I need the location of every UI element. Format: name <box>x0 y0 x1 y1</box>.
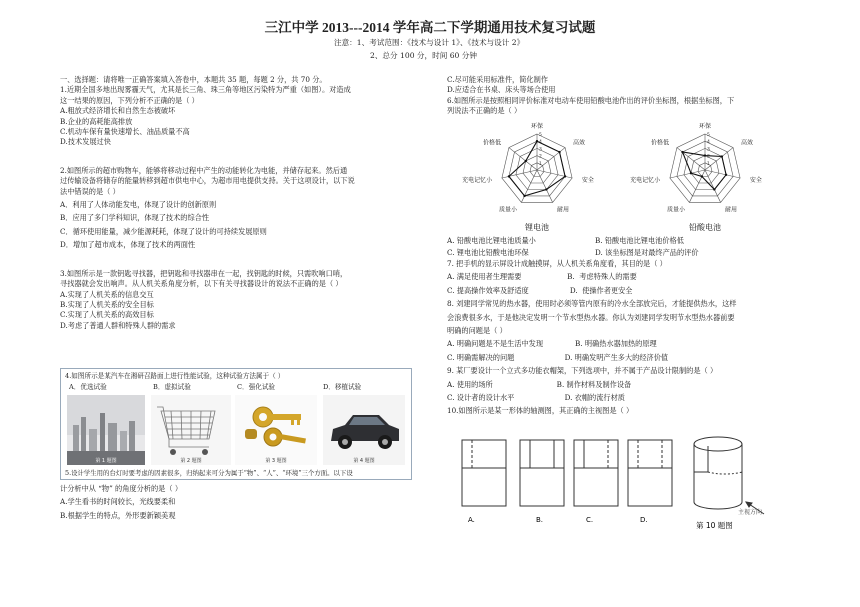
question-7-options: A. 满足使用者生理需要 B. 考虑特殊人的需要 <box>447 272 637 282</box>
shopping-cart-photo <box>151 395 231 465</box>
question-9-options: A. 使用的场所 B. 制作材料及制作设备 <box>447 379 632 389</box>
question-4-option-b: B．虚拟试验 <box>153 383 191 391</box>
question-6-text: 6.如图所示是按照相同评价标准对电动车使用铅酸电池作出的评价坐标图，根据坐标图，下 <box>447 95 735 105</box>
radar-tick-label: 5 <box>707 133 710 138</box>
label-d: D. <box>640 516 648 524</box>
question-3-option: D.考虑了普通人群和特殊人群的需求 <box>60 320 176 330</box>
spacer <box>60 251 355 269</box>
radar-chart-label: 铅酸电池 <box>689 223 721 232</box>
question-3-option: A.实现了人机关系的信息交互 <box>60 289 154 299</box>
radar-axis-label: 高效 <box>572 139 585 147</box>
question-2-text: 2.如图所示的超市购物车，能够将移动过程中产生的动能转化为电能，并储存起来。然后通 <box>60 165 348 175</box>
label-b: B. <box>536 516 544 524</box>
view-c <box>574 440 618 506</box>
question-8-text: 会浪费很多水，于是他决定发明一个节水型热水器。你认为刘建同学发明节水型热水器前要 <box>447 312 735 322</box>
radar-tick-label: 4 <box>539 140 542 146</box>
question-3-text: 寻找器就会发出响声。从人机关系角度分析，以下有关寻找器设计的说法不正确的是（ ） <box>60 279 343 289</box>
view-a <box>462 440 506 506</box>
question-4-option-c: C．强化试验 <box>237 383 276 391</box>
right-column-top <box>447 75 734 117</box>
isometric-cylinder <box>694 437 742 509</box>
question-2-option: A．利用了人体动能发电，体现了设计的创新原则 <box>60 200 217 210</box>
radar-axis-label: 环保 <box>698 123 712 130</box>
question-6-option-d: D. 该坐标图是对最终产品的评价 <box>595 248 699 257</box>
question-2-text: 过传输设备将储存的能量转移到超市供电中心，为超市用电提供支持。关于这项设计，以下说 <box>60 176 355 186</box>
page-title: 三江中学 2013---2014 学年高二下学期通用技术复习试题 <box>264 20 596 35</box>
view-b <box>520 440 564 506</box>
section-heading: 一、选择题：请将唯一正确答案填入答卷中，本题共 35 题，每题 2 分，共 70 分。 <box>60 75 327 84</box>
radar-point <box>690 172 692 174</box>
radar-point <box>564 175 566 177</box>
radar-charts <box>455 122 815 234</box>
radar-point <box>508 175 510 177</box>
question-1-text: 这一结果的原因，下列分析不正确的是（ ） <box>60 95 199 105</box>
radar-axis <box>705 170 721 202</box>
question-7-text: 7. 把手机的显示屏设计成触摸屏，从人机关系角度看，其目的是（ ） <box>447 259 667 268</box>
radar-point <box>545 188 547 190</box>
radar-point <box>536 140 538 142</box>
question-10-text: 10.如图所示是某一形体的轴测图，其正确的主视图是（ ） <box>447 406 634 416</box>
view-d <box>628 440 672 506</box>
radar-tick-label: 2 <box>539 154 542 160</box>
question-3-option: B.实现了人机关系的安全目标 <box>60 299 154 309</box>
radar-axis-label: 耐用 <box>556 206 569 214</box>
question-5-text: 5.设计学生用的台灯时要考虑的因素很多，归纳起来可分为属于“物”、“人”、“环境”三个方面。以下设 <box>65 469 353 477</box>
radar-tick-label: 4 <box>707 140 710 146</box>
key-finder-photo <box>235 395 317 465</box>
question-6-options <box>447 236 807 260</box>
question-1-option: A.粗放式经济增长和自然生态被破坏 <box>60 106 176 116</box>
radar-tick-label: 3 <box>707 147 710 153</box>
figure-10-label: 第 10 题图 <box>696 521 733 530</box>
question-1-option: C.机动车保有量快速增长、油品质量不高 <box>60 127 190 137</box>
radar-axis <box>521 170 537 202</box>
caption-4: 第 4 题图 <box>353 458 375 464</box>
caption-1: 第 1 题图 <box>95 458 117 464</box>
question-6-option-c: C. 锂电池比铅酸电池环保 <box>447 248 529 257</box>
exam-note-1: 注意：1、考试范围：《技术与设计 1》、《技术与设计 2》 <box>334 38 525 47</box>
radar-axis-label: 充电记忆小 <box>630 176 661 184</box>
exam-note-2: 2、总分 100 分，时间 60 分钟 <box>370 51 477 60</box>
radar-tick-label: 3 <box>539 147 542 153</box>
radar-tick-label: 1 <box>707 161 710 167</box>
radar-axis-label: 质量小 <box>667 206 686 214</box>
label-a: A. <box>468 516 475 524</box>
question-5-option: B.根据学生的特点，外形要新颖美观 <box>60 510 176 520</box>
question-8-options: C. 明确需解决的问题 D. 明确发明产生多大的经济价值 <box>447 352 669 362</box>
caption-2: 第 2 题图 <box>180 458 202 464</box>
radar-axis-label: 安全 <box>749 176 762 184</box>
radar-point <box>713 188 715 190</box>
radar-point <box>701 175 703 177</box>
question-5-option: A.学生看书的时间较长，光线要柔和 <box>60 497 176 507</box>
view-direction-label: 主视方向 <box>738 509 763 516</box>
question-1-option: B.企业的高耗能高排放 <box>60 116 133 126</box>
car-photo <box>323 395 405 465</box>
radar-axis-label: 耐用 <box>724 206 737 214</box>
arrow-head-icon <box>746 502 752 507</box>
radar-axis-label: 质量小 <box>499 206 518 214</box>
radar-tick-label: 2 <box>707 154 710 160</box>
question-6-option-b: B. 铅酸电池比锂电池价格低 <box>595 236 684 245</box>
question-8-text: 8. 刘建同学常见的热水器，使用时必须等管内原有的冷水全部放完后，才能提供热水，这样 <box>447 299 737 309</box>
radar-tick-label: 1 <box>539 161 542 167</box>
radar-axis-label: 充电记忆小 <box>462 176 493 184</box>
question-2-text: 法中错误的是（ ） <box>60 186 120 196</box>
question-5-option: D.应适合在书桌、床头等场合使用 <box>447 85 556 95</box>
radar-axis-label: 环保 <box>530 123 544 130</box>
question-4-option-a: A．优选试验 <box>69 383 107 391</box>
question-2-option: C．循环使用能量，减少能源耗耗，体现了设计的可持续发展原则 <box>60 226 267 236</box>
radar-point <box>525 160 527 162</box>
question-1-text: 1.近期全国多地出现雾霾天气，尤其是长三角、珠三角等地区污染特为严重（如图）。对造成 <box>60 85 351 95</box>
radar-chart-label: 锂电池 <box>525 223 549 232</box>
question-2-option: D．增加了超市成本，体现了技术的两面性 <box>60 240 196 250</box>
caption-3: 第 3 题图 <box>265 458 287 464</box>
question-4-text: 4.如图所示是某汽车在湘研召路面上进行性能试验，这种试验方法属于（ ） <box>65 372 285 380</box>
radar-point <box>725 174 727 176</box>
question-3-text: 3.如图所示是一款钥匙寻找器，把钥匙和寻找器串在一起，找钥匙的时候，只需吹响口哨， <box>60 268 348 278</box>
question-3-option: C.实现了人机关系的高效目标 <box>60 310 154 320</box>
radar-point <box>721 155 723 157</box>
question-5-option: C.尽可能采用标准件，简化制作 <box>447 75 548 84</box>
right-column-bottom <box>447 259 736 417</box>
radar-tick-label: 5 <box>539 133 542 138</box>
question-4-figure <box>60 368 412 480</box>
radar-point <box>704 154 706 156</box>
question-5-text: 计分析中从 “物” 的角度分析的是（ ） <box>60 484 183 493</box>
radar-point <box>558 151 560 153</box>
question-9-options: C. 设计者的设计水平 D. 衣帽的流行材质 <box>447 393 625 403</box>
left-column <box>60 75 355 331</box>
question-8-text: 明确的问题是（ ） <box>447 326 507 336</box>
question-2-option: B．应用了多门学科知识，体现了技术的综合性 <box>60 213 210 223</box>
question-10-figure <box>450 432 780 532</box>
radar-point <box>523 195 525 197</box>
question-6-text: 列说法不正确的是（ ） <box>447 106 522 116</box>
question-8-options: A. 明确问题是不是生活中发现 B. 明确热水器加热的原理 <box>447 339 657 349</box>
radar-axis-label: 价格低 <box>651 139 670 147</box>
radar-point <box>681 151 683 153</box>
question-4-option-d: D．移植试验 <box>323 383 362 391</box>
radar-axis-label: 安全 <box>581 176 594 184</box>
question-9-text: 9. 某厂要设计一个立式多功能衣帽架，下列选项中，并不属于产品设计限制的是（ ） <box>447 366 718 376</box>
question-5-block <box>60 484 182 521</box>
label-c: C. <box>586 516 594 524</box>
radar-axis-label: 高效 <box>740 139 753 147</box>
question-7-options: C. 提高操作效率及舒适度 D. 使操作者更安全 <box>447 285 633 295</box>
question-1-option: D.技术发展过快 <box>60 137 111 147</box>
radar-axis-label: 价格低 <box>483 139 502 147</box>
spacer <box>60 148 355 166</box>
smog-city-photo <box>67 395 145 465</box>
question-6-option-a: A. 铅酸电池比锂电池质量小 <box>447 236 536 245</box>
